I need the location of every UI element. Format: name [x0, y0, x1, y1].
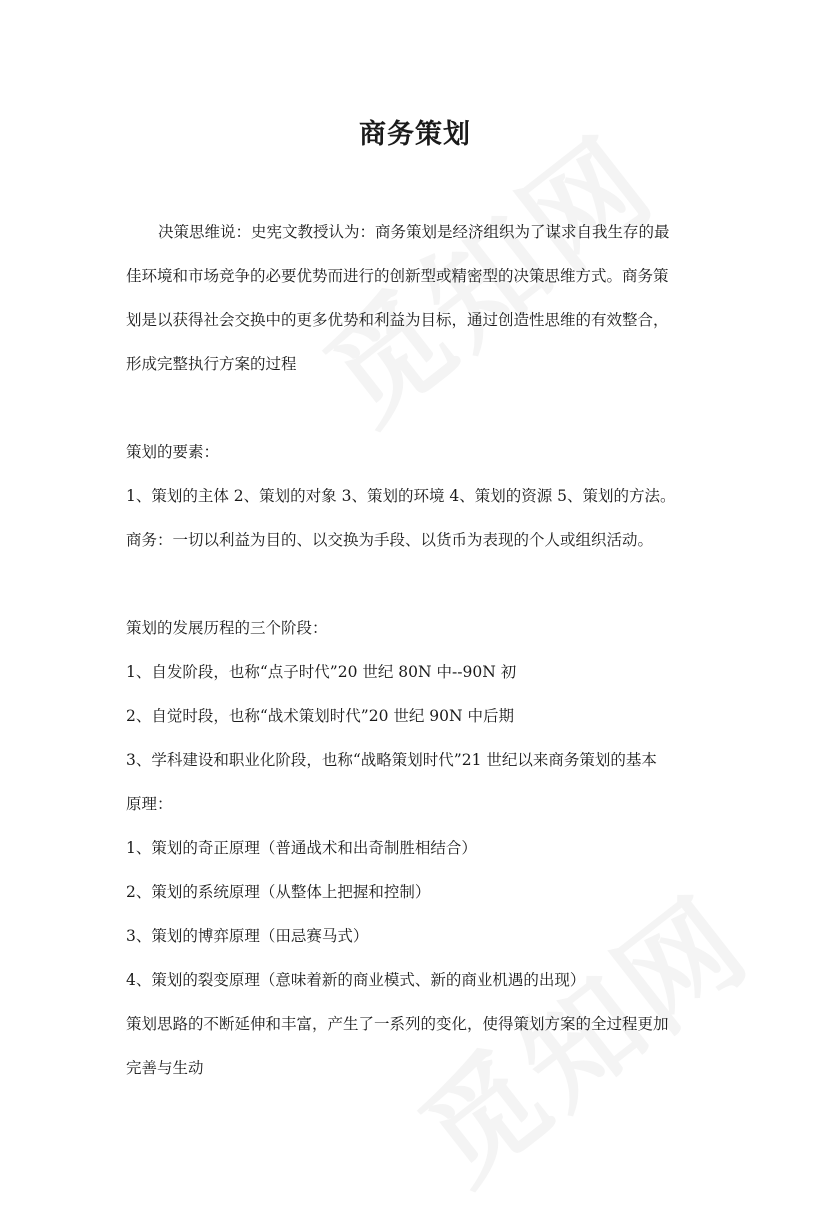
list-item: 2、自觉时段，也称“战术策划时代”20 世纪 90N 中后期: [126, 707, 515, 725]
paragraph-line: 划是以获得社会交换中的更多优势和利益为目标，通过创造性思维的有效整合，: [126, 311, 669, 329]
paragraph-line: 完善与生动: [126, 1059, 204, 1077]
paragraph-line: 形成完整执行方案的过程: [126, 355, 297, 373]
paragraph-line: 佳环境和市场竞争的必要优势而进行的创新型或精密型的决策思维方式。商务策: [126, 267, 669, 285]
list-item: 4、策划的裂变原理（意味着新的商业模式、新的商业机遇的出现）: [126, 971, 586, 989]
list-item: 1、策划的奇正原理（普通战术和出奇制胜相结合）: [126, 839, 477, 857]
list-item: 3、学科建设和职业化阶段，也称“战略策划时代”21 世纪以来商务策划的基本: [126, 751, 657, 769]
paragraph-line: 原理：: [126, 795, 173, 813]
section-heading: 策划的要素：: [126, 443, 220, 461]
list-item: 3、策划的博弈原理（田忌赛马式）: [126, 927, 369, 945]
page-title: 商务策划: [359, 119, 471, 150]
list-item: 2、策划的系统原理（从整体上把握和控制）: [126, 883, 431, 901]
paragraph-line: 决策思维说：史宪文教授认为：商务策划是经济组织为了谋求自我生存的最: [158, 223, 670, 241]
paragraph-line: 商务：一切以利益为目的、以交换为手段、以货币为表现的个人或组织活动。: [126, 531, 654, 549]
list-item: 1、自发阶段，也称“点子时代”20 世纪 80N 中--90N 初: [126, 663, 517, 681]
section-heading: 策划的发展历程的三个阶段：: [126, 619, 328, 637]
paragraph-line: 1、策划的主体 2、策划的对象 3、策划的环境 4、策划的资源 5、策划的方法。: [126, 487, 676, 505]
paragraph-line: 策划思路的不断延伸和丰富，产生了一系列的变化，使得策划方案的全过程更加: [126, 1015, 669, 1033]
